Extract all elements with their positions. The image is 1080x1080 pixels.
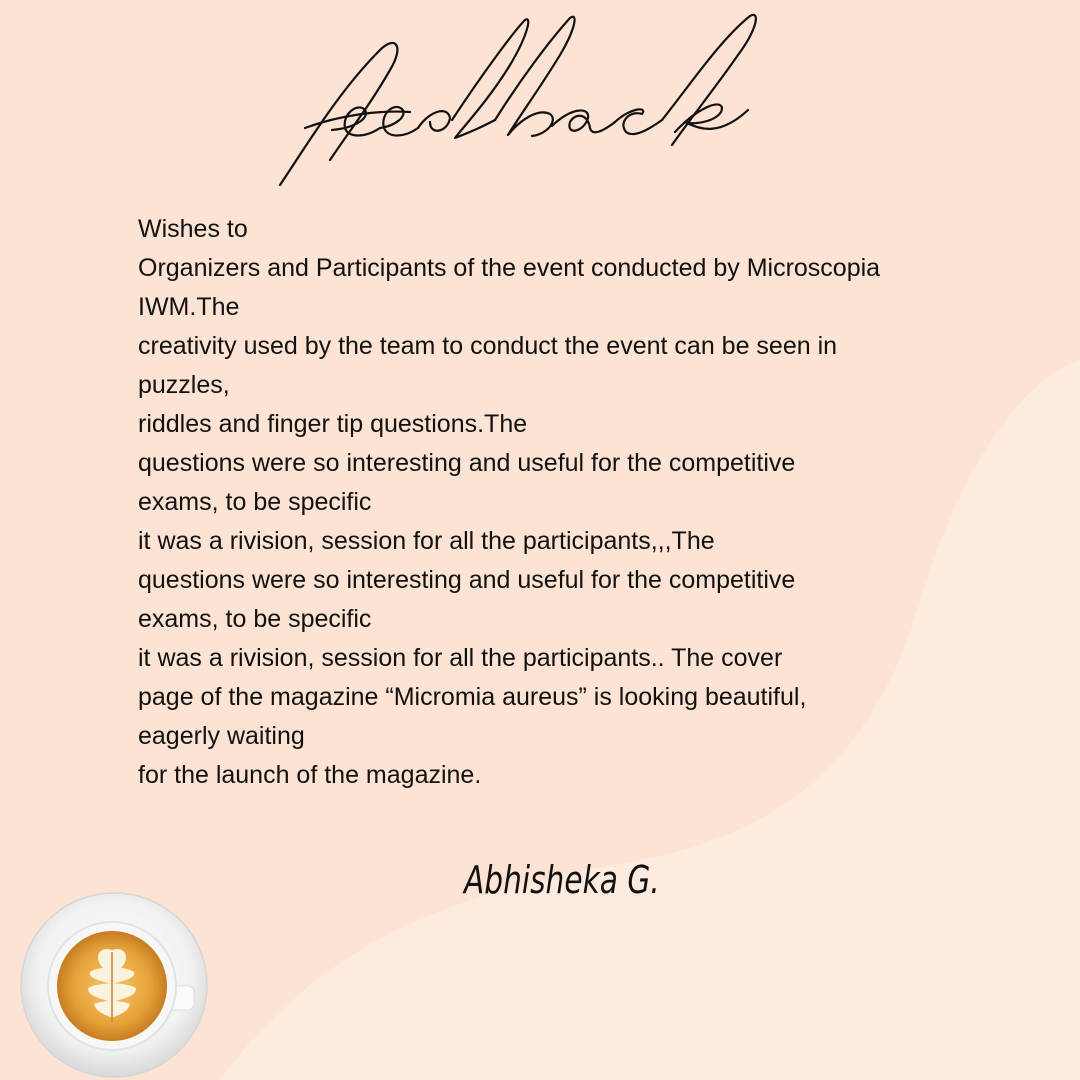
author-signature: Abhisheka G.: [464, 858, 660, 902]
body-line: puzzles,: [138, 371, 230, 399]
body-line: questions were so interesting and useful for the competitive: [138, 566, 796, 594]
body-line: riddles and finger tip questions.The: [138, 410, 528, 438]
body-line: IWM.The: [138, 293, 240, 321]
body-line: exams, to be specific: [138, 488, 372, 516]
body-line: Wishes to: [138, 215, 248, 243]
feedback-script-title: [270, 10, 770, 195]
body-line: it was a rivision, session for all the participants.. The cover: [138, 644, 783, 672]
body-line: questions were so interesting and useful for the competitive: [138, 449, 796, 477]
body-line: it was a rivision, session for all the participants,,,The: [138, 527, 715, 555]
body-line: creativity used by the team to conduct the event can be seen in: [138, 332, 838, 360]
coffee-cup-icon: [18, 888, 213, 1080]
body-line: Organizers and Participants of the event conducted by Microscopia: [138, 254, 881, 282]
body-line: page of the magazine “Micromia aureus” is looking beautiful,: [138, 683, 807, 711]
feedback-body: [138, 210, 998, 795]
body-line: exams, to be specific: [138, 605, 372, 633]
body-line: eagerly waiting: [138, 722, 305, 750]
body-line: for the launch of the magazine.: [138, 761, 482, 789]
